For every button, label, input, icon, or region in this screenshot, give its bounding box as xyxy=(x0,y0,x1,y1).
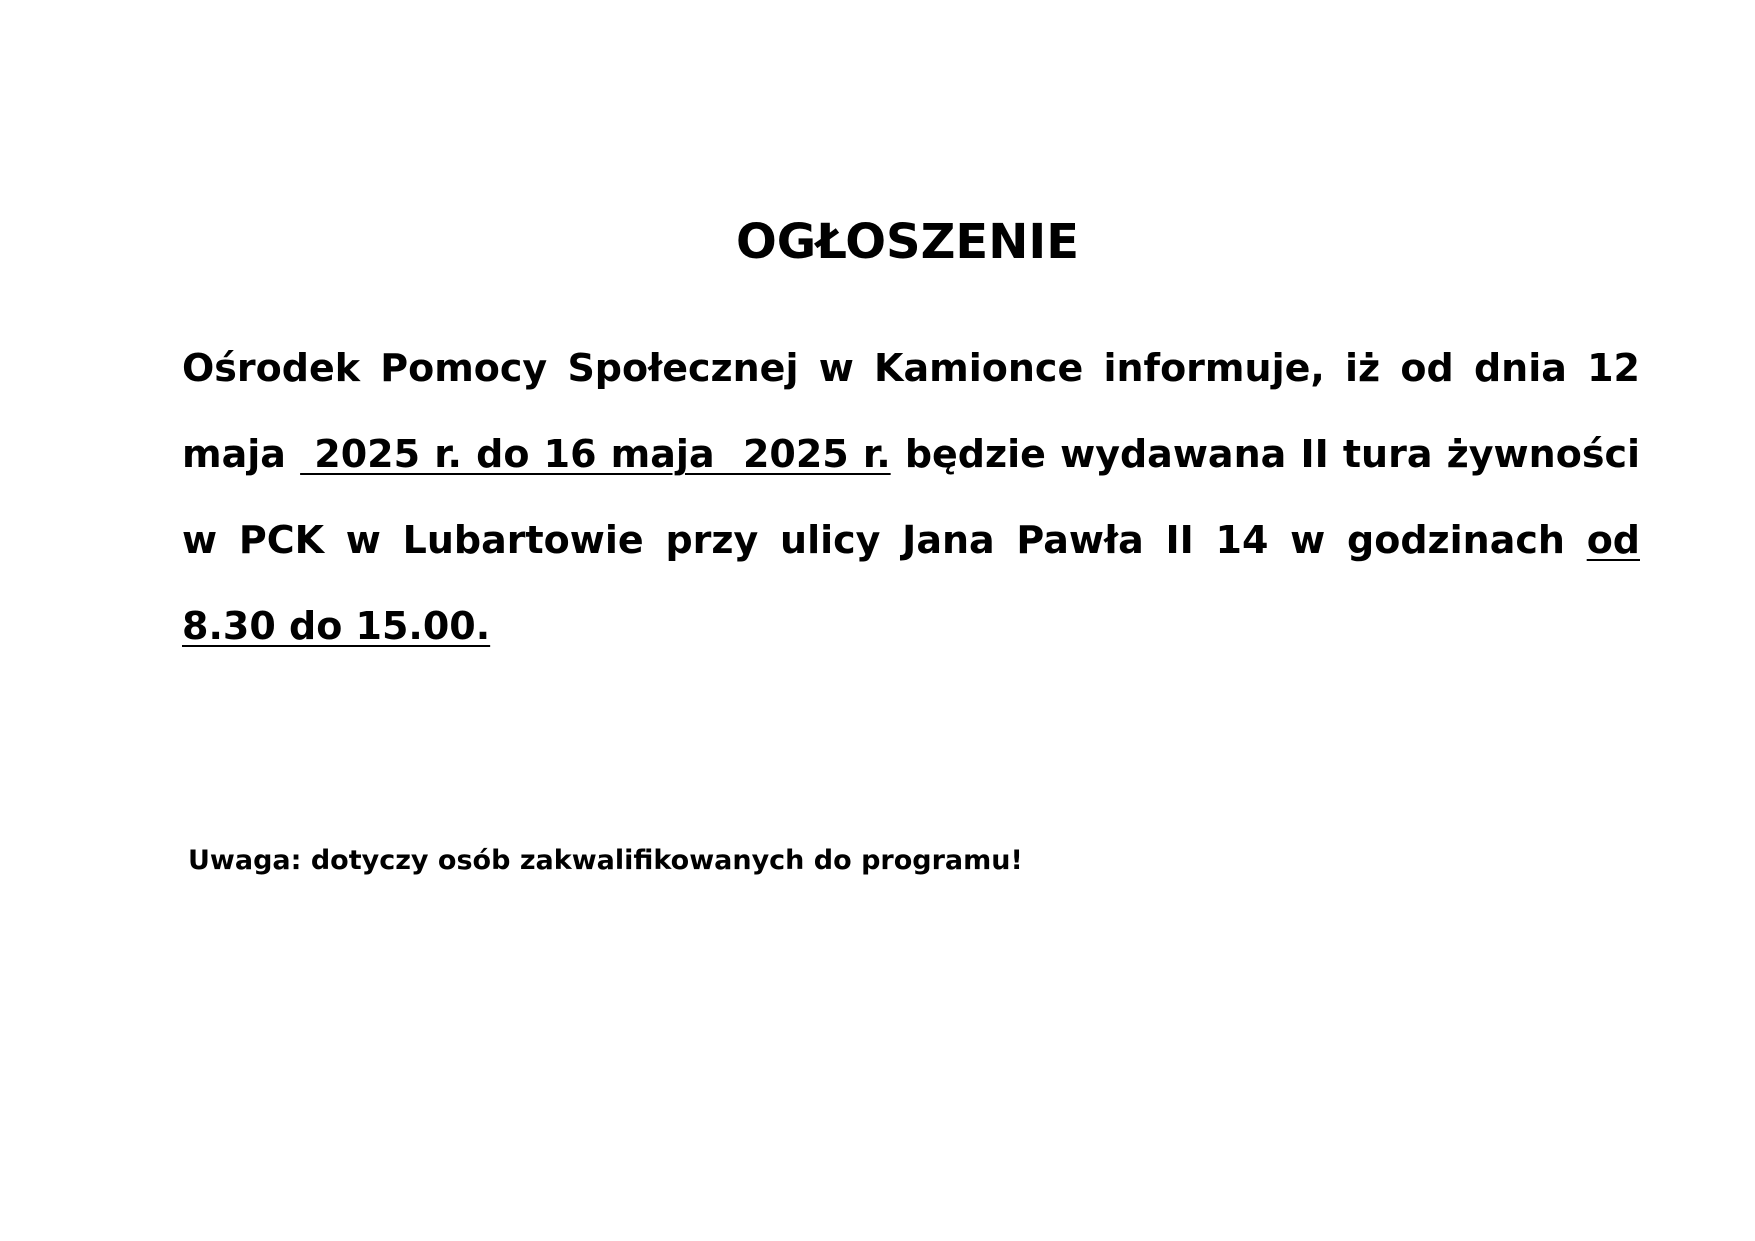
note-text: Uwaga: dotyczy osób zakwalifikowanych do programu! xyxy=(188,845,1023,876)
paragraph-text-start: Ośrodek Pomocy Społecznej w Kamionce informuje, iż od dnia 12 maja xyxy=(182,346,1640,476)
paragraph-text-middle: będzie wydawana II tura żywności w PCK w Lubartowie przy ulicy Jana Pawła II 14 w godzinach xyxy=(182,432,1640,562)
opening-hours: od 8.30 do 15.00. xyxy=(182,518,1640,648)
announcement-paragraph xyxy=(182,325,1640,669)
page-title: OGŁOSZENIE xyxy=(735,214,1080,270)
date-range: 2025 r. do 16 maja 2025 r. xyxy=(300,432,891,476)
